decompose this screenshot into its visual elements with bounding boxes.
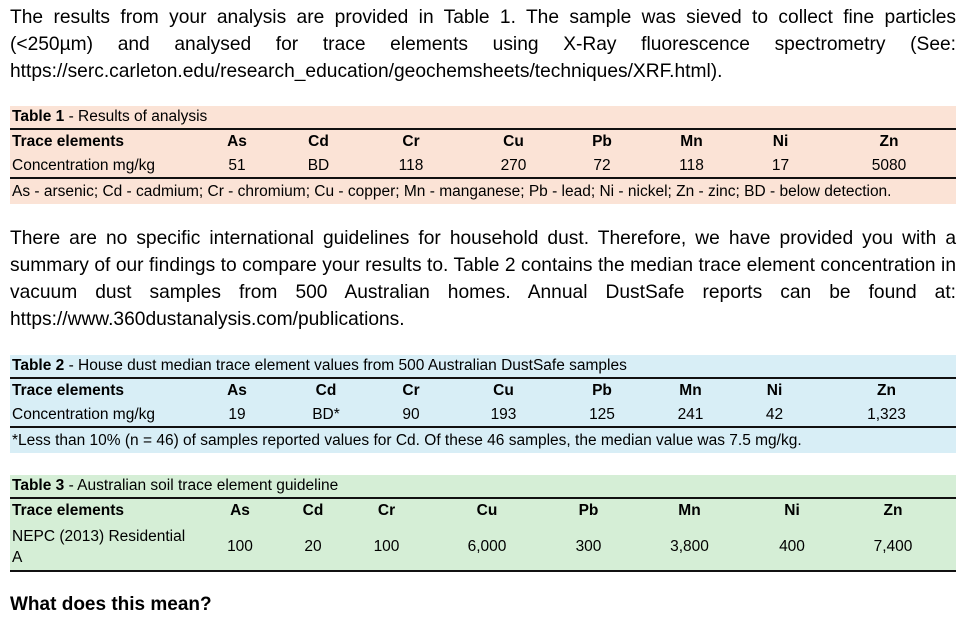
table-cell: 241 — [677, 405, 704, 423]
table-cell: 400 — [779, 537, 805, 555]
column-header: Pb — [592, 382, 612, 399]
table-row — [10, 523, 956, 571]
column-header: Cr — [377, 502, 396, 519]
table-cell: 90 — [402, 405, 420, 423]
row-label: Concentration mg/kg — [12, 405, 156, 423]
table-caption-text: - Australian soil trace element guideline — [64, 477, 339, 494]
table-label: Table 3 — [12, 477, 65, 494]
results-table — [10, 106, 956, 204]
column-header: As — [227, 382, 247, 399]
table-cell: 1,323 — [867, 405, 906, 423]
table-cell: 20 — [304, 537, 322, 555]
column-header: Mn — [678, 502, 701, 519]
table-cell: 118 — [679, 156, 704, 174]
row-label: Concentration mg/kg — [12, 156, 156, 174]
column-header: Cd — [302, 502, 324, 519]
table-cell: 72 — [593, 156, 611, 174]
section-heading: What does this mean? — [10, 594, 212, 615]
table-cell: 118 — [398, 156, 424, 174]
column-header: Cu — [503, 133, 524, 150]
table-caption-text: - Results of analysis — [64, 108, 208, 125]
table-header-row — [10, 379, 956, 403]
table-header-row — [10, 499, 956, 523]
table-cell: 19 — [228, 405, 246, 423]
guidelines-paragraph: There are no specific international guidelines for household dust. Therefore, we have provided you with a summary of our findings to compare your results to. Table 2 contains the median trace element concentration in vacuum dust samples from 500 Australian homes. Annual DustSafe reports can be found at: https://www.360dustanalysis.com/publications. — [10, 228, 956, 330]
table-cell: 51 — [228, 156, 246, 174]
row-label — [10, 523, 205, 571]
table-cell: 100 — [227, 537, 253, 555]
table-cell: BD — [307, 156, 330, 174]
table-caption — [10, 355, 956, 379]
column-header: Cr — [402, 133, 420, 150]
table-cell: 125 — [589, 405, 615, 423]
column-header: Cr — [402, 382, 420, 399]
column-header: Cu — [493, 382, 514, 399]
column-header: Mn — [679, 382, 702, 399]
column-header: Mn — [680, 133, 703, 150]
table-caption-text: - House dust median trace element values from 500 Australian DustSafe samples — [64, 357, 627, 374]
row-label-line: NEPC (2013) Residential — [12, 527, 186, 545]
column-header: Ni — [766, 382, 783, 399]
table-row — [10, 403, 956, 427]
table-cell: 300 — [575, 537, 602, 555]
column-header: Cd — [308, 133, 329, 150]
table-cell: BD* — [312, 405, 340, 423]
column-header: Trace elements — [12, 133, 125, 150]
column-header: Zn — [879, 133, 899, 150]
table-cell: 6,000 — [467, 537, 507, 555]
table-cell: 270 — [500, 156, 527, 174]
table-footnote: *Less than 10% (n = 46) of samples reported values for Cd. Of these 46 samples, the median value was 7.5 mg/kg. — [12, 432, 802, 449]
column-header: Cu — [476, 502, 498, 519]
table-row — [10, 154, 956, 178]
intro-paragraph: The results from your analysis are provided in Table 1. The sample was sieved to collect fine particles (<250µm) and analysed for trace elements using X-Ray fluorescence spectrometry (See: https://serc.carleton.edu/research_education/geochemsheets/techniques/XRF.html). — [10, 7, 956, 82]
table-header-row — [10, 130, 956, 154]
column-header: Pb — [578, 502, 599, 519]
table-caption — [10, 106, 956, 130]
house-dust-median-table — [10, 355, 956, 453]
table-cell: 100 — [373, 537, 400, 555]
column-header: As — [227, 133, 247, 150]
table-caption — [10, 475, 956, 499]
column-header: Zn — [877, 382, 896, 399]
column-header: Ni — [784, 502, 800, 519]
table-label: Table 2 — [12, 357, 65, 374]
table-cell: 193 — [490, 405, 517, 423]
row-label-line: A — [12, 548, 23, 566]
table-cell: 17 — [771, 156, 790, 174]
table-cell: 42 — [765, 405, 784, 423]
column-header: Trace elements — [12, 502, 125, 519]
table-footnote: As - arsenic; Cd - cadmium; Cr - chromium; Cu - copper; Mn - manganese; Pb - lead; Ni - nickel; Zn - zinc; BD - below detection. — [12, 183, 892, 200]
column-header: Zn — [883, 502, 903, 519]
column-header: Cd — [315, 382, 337, 399]
table-cell: 5080 — [871, 156, 907, 174]
table-cell: 3,800 — [670, 537, 709, 555]
table-cell: 7,400 — [873, 537, 913, 555]
soil-guideline-table — [10, 475, 956, 572]
column-header: As — [230, 502, 250, 519]
column-header: Pb — [592, 133, 612, 150]
table-label: Table 1 — [12, 108, 65, 125]
column-header: Ni — [772, 133, 789, 150]
column-header: Trace elements — [12, 382, 125, 399]
